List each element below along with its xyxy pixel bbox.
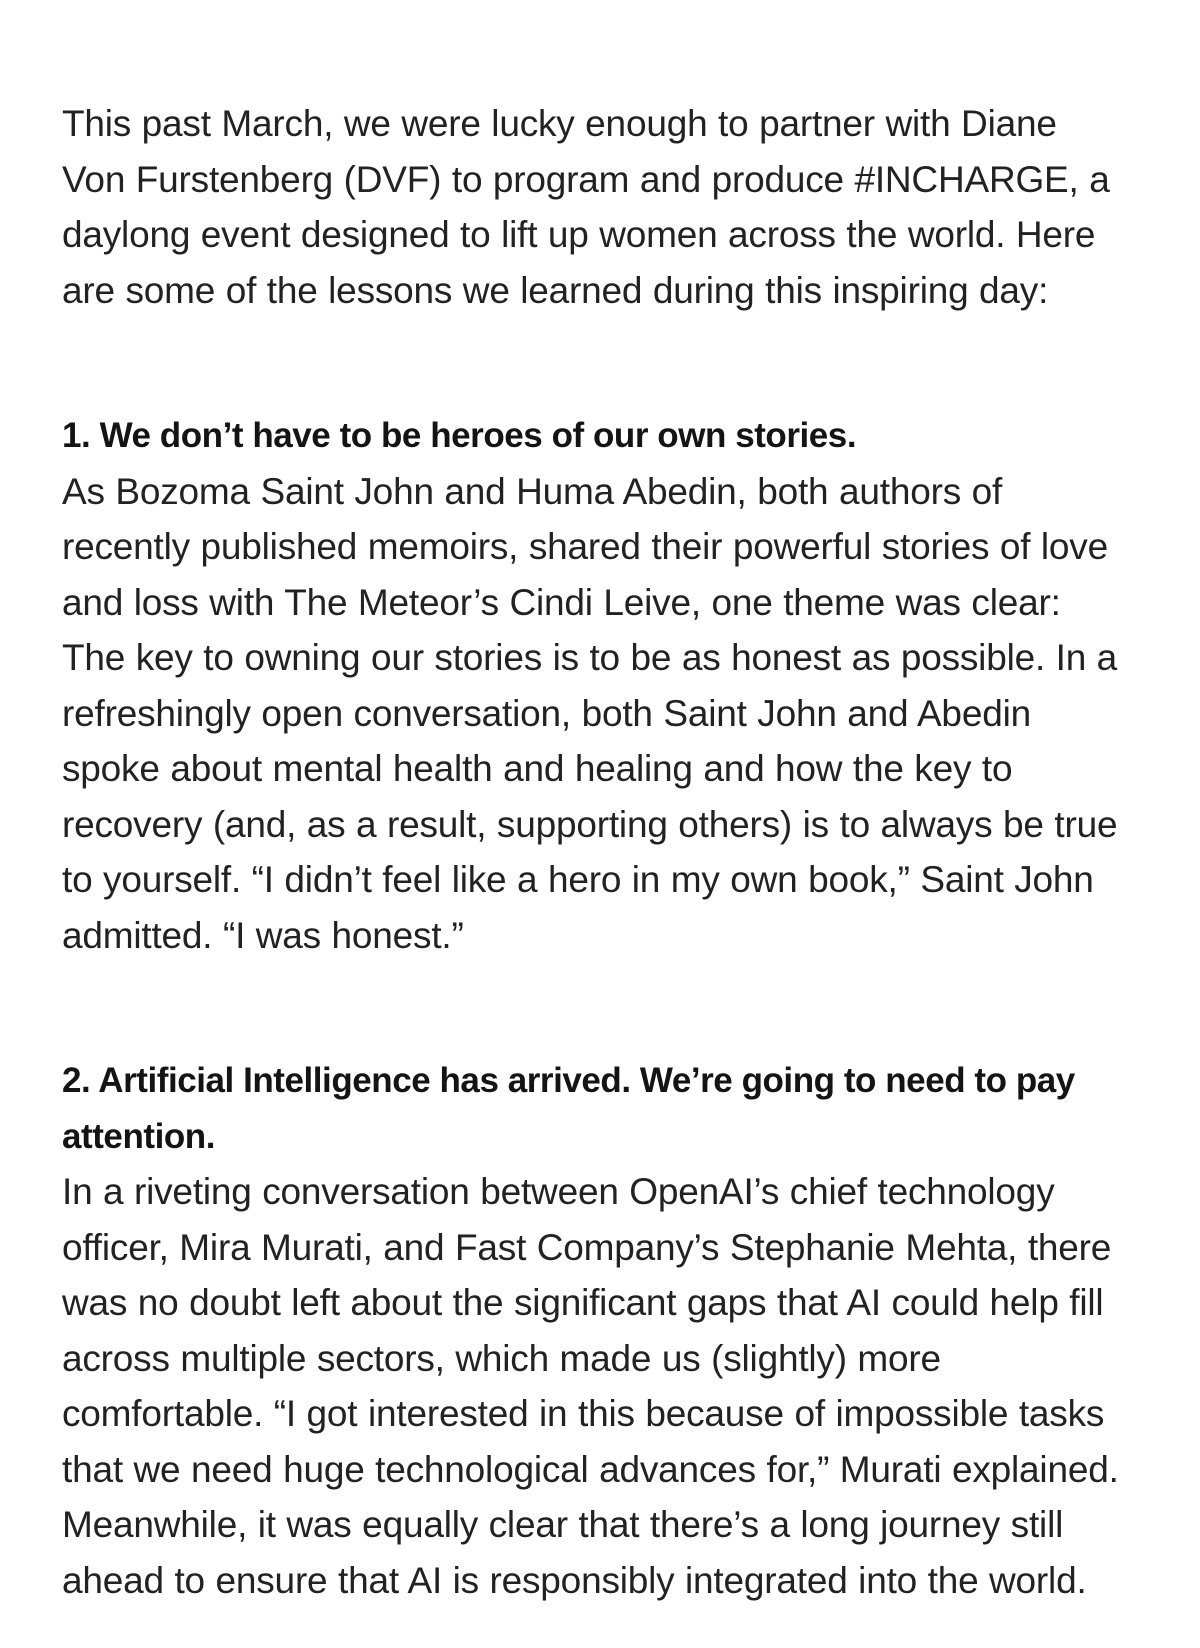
section-spacer: [62, 318, 1130, 408]
section-spacer: [62, 963, 1130, 1053]
lesson-1-paragraph: As Bozoma Saint John and Huma Abedin, both authors of recently published memoirs, shared their powerful stories of love and loss with The Meteor’s Cindi Leive, one theme was clear: The key to owning our stories is to be as honest as possible. In a refreshingly open conversation, both Saint John and Abedin spoke about mental health and healing and how the key to recovery (and, as a result, supporting others) is to always be true to yourself. “I didn’t feel like a hero in my own book,” Saint John admitted. “I was honest.”: [62, 470, 1118, 956]
lesson-2-paragraph: In a riveting conversation between OpenAI’s chief technology officer, Mira Murati, and Fast Company’s Stephanie Mehta, there was no doubt left about the significant gaps that AI could help fill across multiple sectors, which made us (slightly) more comfortable. “I got interested in this because of impossible tasks that we need huge technological advances for,” Murati explained. Meanwhile, it was equally clear that there’s a long journey still ahead to ensure that AI is responsibly integrated into the world.: [62, 1171, 1119, 1601]
lesson-2-heading: 2. Artificial Intelligence has arrived. We’re going to need to pay attention.: [62, 1061, 1075, 1156]
lesson-1-heading: 1. We don’t have to be heroes of our own stories.: [62, 416, 857, 455]
intro-paragraph: This past March, we were lucky enough to partner with Diane Von Furstenberg (DVF) to program and produce #INCHARGE, a daylong event designed to lift up women across the world. Here are some of the lessons we learned during this inspiring day:: [62, 103, 1110, 311]
